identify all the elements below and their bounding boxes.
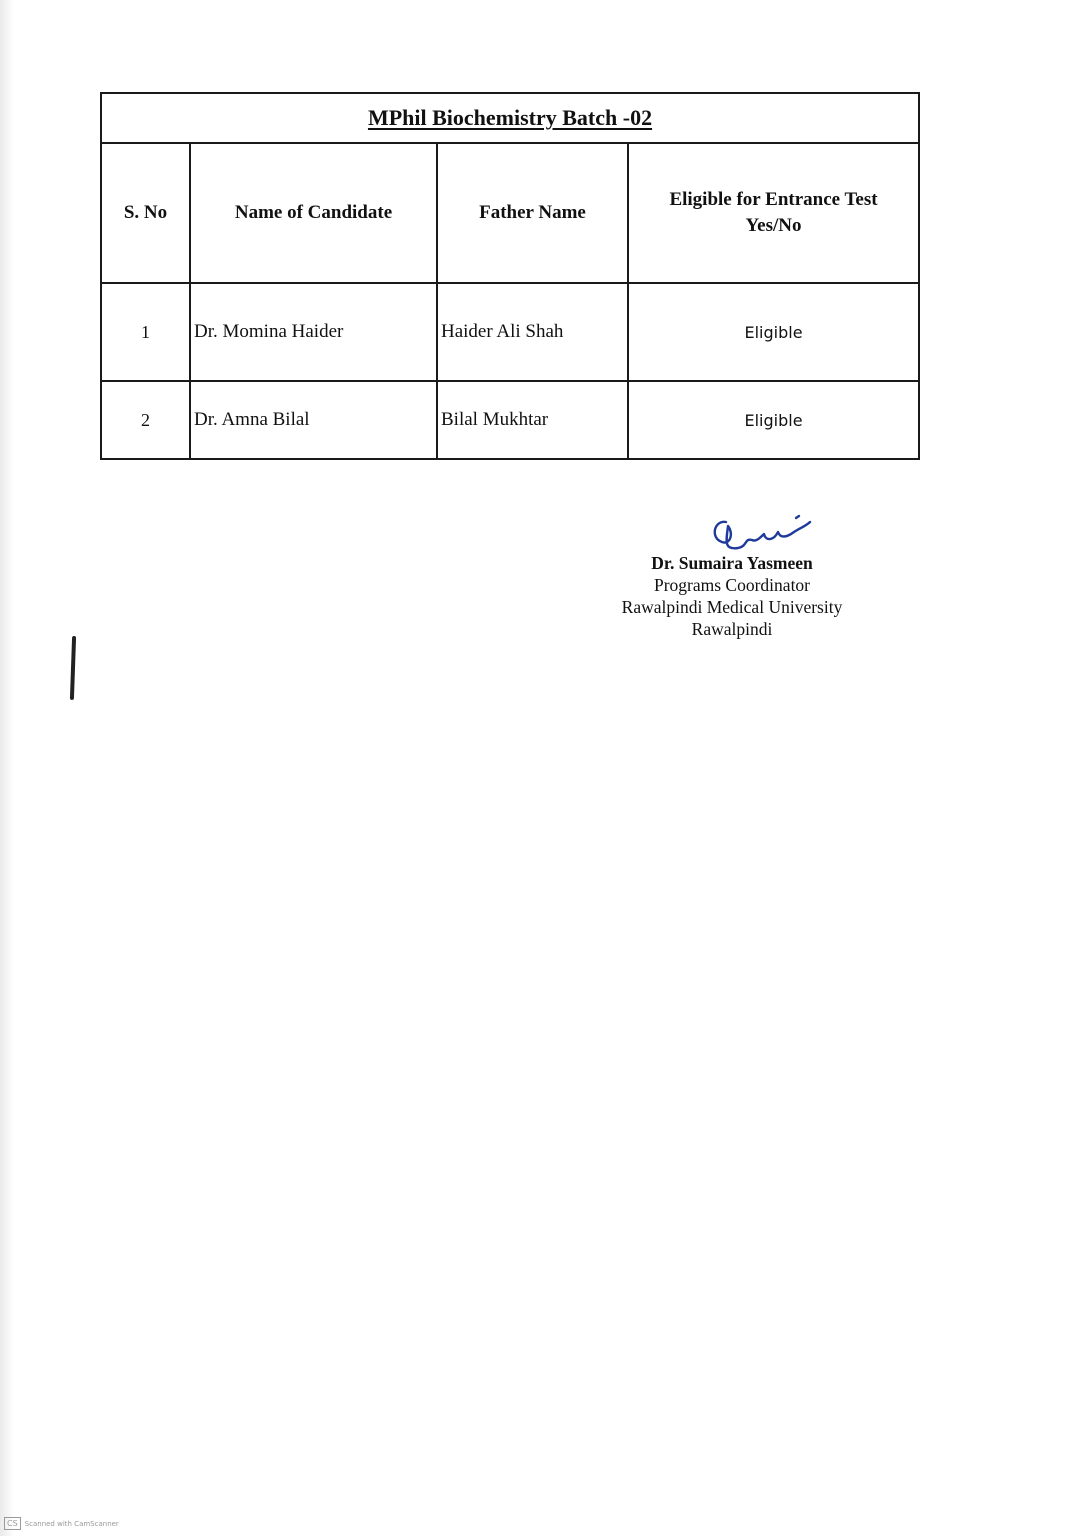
header-candidate-name: Name of Candidate xyxy=(190,143,437,283)
header-eligibility-line1: Eligible for Entrance Test xyxy=(669,189,878,211)
scanner-watermark xyxy=(4,1517,119,1530)
row-candidate-name: Dr. Amna Bilal xyxy=(190,381,437,459)
signatory-institution: Rawalpindi Medical University xyxy=(621,597,843,617)
signatory-city: Rawalpindi xyxy=(691,619,773,639)
table-row xyxy=(101,381,919,459)
table-title-cell xyxy=(101,93,919,143)
header-eligibility-line2: Yes/No xyxy=(745,215,802,236)
row-sno: 1 xyxy=(101,283,190,381)
row-father-name: Bilal Mukhtar xyxy=(437,381,628,459)
scanner-text: Scanned with CamScanner xyxy=(24,1519,119,1528)
row-sno: 2 xyxy=(101,381,190,459)
row-eligibility: Eligible xyxy=(628,283,919,381)
header-sno: S. No xyxy=(101,143,190,283)
header-eligibility xyxy=(628,143,919,283)
table-header-row xyxy=(101,143,919,283)
signatory-name: Dr. Sumaira Yasmeen xyxy=(651,553,813,573)
row-eligibility: Eligible xyxy=(628,381,919,459)
header-father-name: Father Name xyxy=(437,143,628,283)
margin-pen-mark xyxy=(70,636,76,700)
row-father-name: Haider Ali Shah xyxy=(437,283,628,381)
signature-block xyxy=(592,508,872,640)
scan-shadow-edge xyxy=(0,0,14,1536)
candidate-table-container xyxy=(100,92,918,460)
candidate-eligibility-table xyxy=(100,92,920,460)
table-title: MPhil Biochemistry Batch -02 xyxy=(367,105,653,130)
scanner-badge: CS xyxy=(4,1517,21,1530)
table-row xyxy=(101,283,919,381)
row-candidate-name: Dr. Momina Haider xyxy=(190,283,437,381)
signatory-designation: Programs Coordinator xyxy=(653,575,811,595)
